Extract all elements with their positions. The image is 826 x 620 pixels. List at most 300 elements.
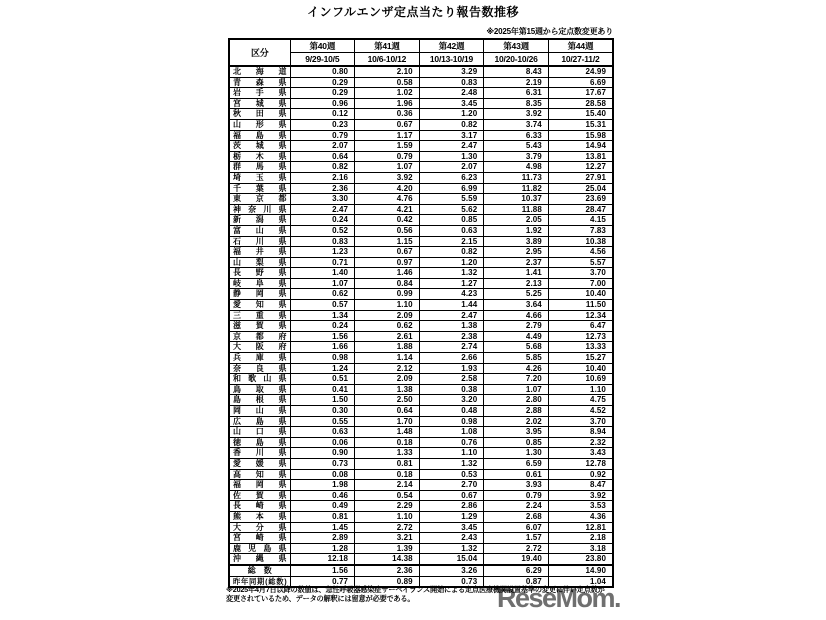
value-cell: 0.83 <box>419 77 484 88</box>
value-cell: 0.54 <box>355 490 420 501</box>
region-name-cell: 岩手県 <box>229 88 290 99</box>
value-cell: 1.44 <box>419 300 484 311</box>
week-header-cell: 第40週 <box>290 39 355 53</box>
value-cell: 3.74 <box>484 119 549 130</box>
table-row <box>229 247 613 258</box>
value-cell: 0.48 <box>419 406 484 417</box>
value-cell: 15.31 <box>548 119 613 130</box>
value-cell: 0.63 <box>290 427 355 438</box>
region-name-cell: 北海道 <box>229 66 290 77</box>
value-cell: 1.46 <box>355 268 420 279</box>
value-cell: 1.27 <box>419 278 484 289</box>
value-cell: 0.18 <box>355 469 420 480</box>
table-row <box>229 353 613 364</box>
value-cell: 2.95 <box>484 247 549 258</box>
value-cell: 6.47 <box>548 321 613 332</box>
sentinel-change-note: ※2025年第15週から定点数変更あり <box>486 27 613 36</box>
value-cell: 12.27 <box>548 162 613 173</box>
value-cell: 2.43 <box>419 533 484 544</box>
table-row <box>229 501 613 512</box>
value-cell: 19.40 <box>484 554 549 565</box>
table-row <box>229 310 613 321</box>
value-cell: 0.96 <box>290 98 355 109</box>
value-cell: 0.49 <box>290 501 355 512</box>
table-row <box>229 406 613 417</box>
value-cell: 25.04 <box>548 183 613 194</box>
value-cell: 3.45 <box>419 522 484 533</box>
value-cell: 0.84 <box>355 278 420 289</box>
value-cell: 0.55 <box>290 416 355 427</box>
value-cell: 14.38 <box>355 554 420 565</box>
table-row <box>229 490 613 501</box>
table-row <box>229 278 613 289</box>
value-cell: 2.80 <box>484 395 549 406</box>
value-cell: 3.93 <box>484 480 549 491</box>
value-cell: 1.30 <box>419 151 484 162</box>
table-row <box>229 437 613 448</box>
value-cell: 3.70 <box>548 268 613 279</box>
value-cell: 0.81 <box>355 458 420 469</box>
value-cell: 2.58 <box>419 374 484 385</box>
table-row <box>229 289 613 300</box>
value-cell: 10.40 <box>548 363 613 374</box>
table-row <box>229 151 613 162</box>
region-name-cell: 広島県 <box>229 416 290 427</box>
value-cell: 0.97 <box>355 257 420 268</box>
table-area <box>228 26 614 588</box>
value-cell: 1.28 <box>290 543 355 554</box>
table-row <box>229 480 613 491</box>
value-cell: 0.67 <box>419 490 484 501</box>
value-cell: 3.95 <box>484 427 549 438</box>
table-row <box>229 88 613 99</box>
value-cell: 8.35 <box>484 98 549 109</box>
value-cell: 2.29 <box>355 501 420 512</box>
table-row <box>229 374 613 385</box>
value-cell: 0.56 <box>355 225 420 236</box>
value-cell: 12.18 <box>290 554 355 565</box>
value-cell: 1.29 <box>419 511 484 522</box>
value-cell: 1.50 <box>290 395 355 406</box>
region-name-cell: 高知県 <box>229 469 290 480</box>
value-cell: 1.38 <box>355 384 420 395</box>
region-name-cell: 三重県 <box>229 310 290 321</box>
region-name-cell: 大阪府 <box>229 342 290 353</box>
value-cell: 2.07 <box>290 141 355 152</box>
value-cell: 5.59 <box>419 194 484 205</box>
value-cell: 0.06 <box>290 437 355 448</box>
value-cell: 3.29 <box>419 66 484 77</box>
value-cell: 0.83 <box>290 236 355 247</box>
region-name-cell: 京都府 <box>229 331 290 342</box>
table-row <box>229 554 613 565</box>
value-cell: 15.40 <box>548 109 613 120</box>
value-cell: 7.83 <box>548 225 613 236</box>
value-cell: 0.90 <box>290 448 355 459</box>
value-cell: 1.38 <box>419 321 484 332</box>
value-cell: 0.64 <box>290 151 355 162</box>
region-name-cell: 愛知県 <box>229 300 290 311</box>
value-cell: 8.94 <box>548 427 613 438</box>
value-cell: 0.67 <box>355 119 420 130</box>
table-row <box>229 215 613 226</box>
table-row <box>229 543 613 554</box>
value-cell: 2.14 <box>355 480 420 491</box>
value-cell: 23.80 <box>548 554 613 565</box>
value-cell: 4.52 <box>548 406 613 417</box>
value-cell: 1.10 <box>548 384 613 395</box>
value-cell: 15.04 <box>419 554 484 565</box>
value-cell: 2.88 <box>484 406 549 417</box>
value-cell: 4.15 <box>548 215 613 226</box>
value-cell: 0.85 <box>484 437 549 448</box>
table-row <box>229 427 613 438</box>
value-cell: 8.43 <box>484 66 549 77</box>
value-cell: 3.70 <box>548 416 613 427</box>
value-cell: 0.29 <box>290 77 355 88</box>
value-cell: 2.09 <box>355 310 420 321</box>
value-cell: 12.81 <box>548 522 613 533</box>
region-name-cell: 宮崎県 <box>229 533 290 544</box>
value-cell: 2.32 <box>548 437 613 448</box>
value-cell: 0.24 <box>290 321 355 332</box>
value-cell: 0.57 <box>290 300 355 311</box>
value-cell: 0.52 <box>290 225 355 236</box>
value-cell: 0.82 <box>419 119 484 130</box>
value-cell: 3.17 <box>419 130 484 141</box>
value-cell: 12.34 <box>548 310 613 321</box>
value-cell: 0.76 <box>419 437 484 448</box>
value-cell: 4.98 <box>484 162 549 173</box>
value-cell: 3.89 <box>484 236 549 247</box>
value-cell: 1.15 <box>355 236 420 247</box>
date-range-header-cell: 10/13-10/19 <box>419 53 484 67</box>
value-cell: 2.66 <box>419 353 484 364</box>
footnote-line-2: 変更されているため、データの解釈には留意が必要である。 <box>226 594 415 604</box>
value-cell: 4.21 <box>355 204 420 215</box>
region-name-cell: 滋賀県 <box>229 321 290 332</box>
value-cell: 10.37 <box>484 194 549 205</box>
value-cell: 2.15 <box>419 236 484 247</box>
value-cell: 1.59 <box>355 141 420 152</box>
value-cell: 4.75 <box>548 395 613 406</box>
value-cell: 3.53 <box>548 501 613 512</box>
region-name-cell: 愛媛県 <box>229 458 290 469</box>
region-name-cell: 福岡県 <box>229 480 290 491</box>
region-name-cell: 石川県 <box>229 236 290 247</box>
value-cell: 0.46 <box>290 490 355 501</box>
value-cell: 10.38 <box>548 236 613 247</box>
region-name-cell: 鳥取県 <box>229 384 290 395</box>
table-row <box>229 98 613 109</box>
value-cell: 0.81 <box>290 511 355 522</box>
value-cell: 11.82 <box>484 183 549 194</box>
table-row <box>229 384 613 395</box>
value-cell: 24.99 <box>548 66 613 77</box>
value-cell: 1.07 <box>355 162 420 173</box>
value-cell: 0.98 <box>419 416 484 427</box>
value-cell: 3.43 <box>548 448 613 459</box>
value-cell: 2.61 <box>355 331 420 342</box>
value-cell: 0.82 <box>419 247 484 258</box>
value-cell: 0.73 <box>290 458 355 469</box>
value-cell: 6.29 <box>484 565 549 576</box>
value-cell: 1.56 <box>290 331 355 342</box>
value-cell: 2.47 <box>419 141 484 152</box>
region-name-cell: 千葉県 <box>229 183 290 194</box>
region-name-cell: 宮城県 <box>229 98 290 109</box>
table-row <box>229 522 613 533</box>
value-cell: 0.42 <box>355 215 420 226</box>
value-cell: 0.61 <box>484 469 549 480</box>
value-cell: 3.92 <box>355 172 420 183</box>
date-range-header-cell: 10/6-10/12 <box>355 53 420 67</box>
value-cell: 2.50 <box>355 395 420 406</box>
value-cell: 2.36 <box>355 565 420 576</box>
table-row <box>229 162 613 173</box>
region-name-cell: 新潟県 <box>229 215 290 226</box>
region-name-cell: 青森県 <box>229 77 290 88</box>
header-week-row <box>229 39 613 53</box>
region-name-cell: 総 数 <box>229 565 290 576</box>
value-cell: 0.29 <box>290 88 355 99</box>
value-cell: 1.23 <box>290 247 355 258</box>
value-cell: 2.38 <box>419 331 484 342</box>
value-cell: 6.23 <box>419 172 484 183</box>
value-cell: 0.89 <box>355 576 420 587</box>
total-row <box>229 565 613 576</box>
value-cell: 0.82 <box>290 162 355 173</box>
table-row <box>229 119 613 130</box>
value-cell: 0.63 <box>419 225 484 236</box>
value-cell: 2.48 <box>419 88 484 99</box>
page-title: インフルエンザ定点当たり報告数推移 <box>306 5 520 19</box>
value-cell: 12.78 <box>548 458 613 469</box>
value-cell: 0.64 <box>355 406 420 417</box>
value-cell: 13.33 <box>548 342 613 353</box>
value-cell: 14.90 <box>548 565 613 576</box>
value-cell: 2.09 <box>355 374 420 385</box>
value-cell: 1.56 <box>290 565 355 576</box>
resemom-watermark-logo: ReseMom. <box>497 583 621 613</box>
table-row <box>229 225 613 236</box>
value-cell: 0.73 <box>419 576 484 587</box>
table-row <box>229 268 613 279</box>
value-cell: 0.58 <box>355 77 420 88</box>
value-cell: 0.99 <box>355 289 420 300</box>
value-cell: 0.62 <box>355 321 420 332</box>
value-cell: 1.20 <box>419 109 484 120</box>
value-cell: 2.05 <box>484 215 549 226</box>
value-cell: 6.31 <box>484 88 549 99</box>
date-range-header-cell: 10/20-10/26 <box>484 53 549 67</box>
table-row <box>229 257 613 268</box>
date-range-header-cell: 9/29-10/5 <box>290 53 355 67</box>
region-name-cell: 兵庫県 <box>229 353 290 364</box>
value-cell: 0.98 <box>290 353 355 364</box>
region-name-cell: 山梨県 <box>229 257 290 268</box>
corner-header: 区分 <box>229 39 290 66</box>
value-cell: 2.18 <box>548 533 613 544</box>
region-name-cell: 山形県 <box>229 119 290 130</box>
table-row <box>229 511 613 522</box>
region-name-cell: 山口県 <box>229 427 290 438</box>
region-name-cell: 神奈川県 <box>229 204 290 215</box>
region-name-cell: 沖縄県 <box>229 554 290 565</box>
value-cell: 0.77 <box>290 576 355 587</box>
region-name-cell: 奈良県 <box>229 363 290 374</box>
value-cell: 11.50 <box>548 300 613 311</box>
region-name-cell: 埼玉県 <box>229 172 290 183</box>
value-cell: 4.20 <box>355 183 420 194</box>
value-cell: 0.71 <box>290 257 355 268</box>
value-cell: 3.18 <box>548 543 613 554</box>
value-cell: 1.10 <box>419 448 484 459</box>
table-row <box>229 204 613 215</box>
week-header-cell: 第43週 <box>484 39 549 53</box>
region-name-cell: 佐賀県 <box>229 490 290 501</box>
value-cell: 0.12 <box>290 109 355 120</box>
value-cell: 3.92 <box>484 109 549 120</box>
value-cell: 4.76 <box>355 194 420 205</box>
value-cell: 13.81 <box>548 151 613 162</box>
value-cell: 1.45 <box>290 522 355 533</box>
value-cell: 1.32 <box>419 543 484 554</box>
region-name-cell: 福島県 <box>229 130 290 141</box>
value-cell: 1.39 <box>355 543 420 554</box>
value-cell: 5.85 <box>484 353 549 364</box>
value-cell: 5.68 <box>484 342 549 353</box>
value-cell: 7.20 <box>484 374 549 385</box>
value-cell: 14.94 <box>548 141 613 152</box>
value-cell: 6.59 <box>484 458 549 469</box>
value-cell: 0.62 <box>290 289 355 300</box>
region-name-cell: 香川県 <box>229 448 290 459</box>
value-cell: 0.24 <box>290 215 355 226</box>
region-name-cell: 福井県 <box>229 247 290 258</box>
value-cell: 1.92 <box>484 225 549 236</box>
value-cell: 2.02 <box>484 416 549 427</box>
value-cell: 1.10 <box>355 300 420 311</box>
value-cell: 4.49 <box>484 331 549 342</box>
region-name-cell: 長野県 <box>229 268 290 279</box>
table-row <box>229 183 613 194</box>
value-cell: 6.99 <box>419 183 484 194</box>
value-cell: 0.38 <box>419 384 484 395</box>
table-row <box>229 448 613 459</box>
value-cell: 1.30 <box>484 448 549 459</box>
value-cell: 3.92 <box>548 490 613 501</box>
value-cell: 5.25 <box>484 289 549 300</box>
value-cell: 28.58 <box>548 98 613 109</box>
week-header-cell: 第44週 <box>548 39 613 53</box>
value-cell: 0.92 <box>548 469 613 480</box>
value-cell: 1.10 <box>355 511 420 522</box>
value-cell: 4.26 <box>484 363 549 374</box>
value-cell: 1.48 <box>355 427 420 438</box>
table-row <box>229 533 613 544</box>
table-row <box>229 331 613 342</box>
table-row <box>229 469 613 480</box>
value-cell: 23.69 <box>548 194 613 205</box>
table-row <box>229 130 613 141</box>
value-cell: 1.02 <box>355 88 420 99</box>
value-cell: 3.45 <box>419 98 484 109</box>
value-cell: 2.13 <box>484 278 549 289</box>
value-cell: 1.32 <box>419 458 484 469</box>
value-cell: 1.40 <box>290 268 355 279</box>
value-cell: 0.79 <box>484 490 549 501</box>
value-cell: 3.30 <box>290 194 355 205</box>
table-row <box>229 141 613 152</box>
value-cell: 1.57 <box>484 533 549 544</box>
value-cell: 0.53 <box>419 469 484 480</box>
value-cell: 1.07 <box>484 384 549 395</box>
region-name-cell: 岡山県 <box>229 406 290 417</box>
value-cell: 4.66 <box>484 310 549 321</box>
value-cell: 15.27 <box>548 353 613 364</box>
value-cell: 2.37 <box>484 257 549 268</box>
week-header-cell: 第41週 <box>355 39 420 53</box>
value-cell: 2.07 <box>419 162 484 173</box>
table-row <box>229 109 613 120</box>
table-row <box>229 321 613 332</box>
value-cell: 1.17 <box>355 130 420 141</box>
value-cell: 11.88 <box>484 204 549 215</box>
value-cell: 2.36 <box>290 183 355 194</box>
region-name-cell: 岐阜県 <box>229 278 290 289</box>
table-body <box>229 66 613 587</box>
value-cell: 5.43 <box>484 141 549 152</box>
value-cell: 1.88 <box>355 342 420 353</box>
footnote <box>226 585 656 603</box>
value-cell: 8.47 <box>548 480 613 491</box>
table-row <box>229 300 613 311</box>
table-row <box>229 236 613 247</box>
table-row <box>229 66 613 77</box>
value-cell: 1.34 <box>290 310 355 321</box>
table-row <box>229 77 613 88</box>
value-cell: 4.56 <box>548 247 613 258</box>
table-row <box>229 172 613 183</box>
week-header-cell: 第42週 <box>419 39 484 53</box>
value-cell: 0.36 <box>355 109 420 120</box>
value-cell: 0.23 <box>290 119 355 130</box>
region-name-cell: 富山県 <box>229 225 290 236</box>
value-cell: 2.47 <box>419 310 484 321</box>
value-cell: 4.23 <box>419 289 484 300</box>
value-cell: 0.67 <box>355 247 420 258</box>
region-name-cell: 秋田県 <box>229 109 290 120</box>
value-cell: 3.79 <box>484 151 549 162</box>
value-cell: 2.72 <box>355 522 420 533</box>
table-row <box>229 395 613 406</box>
value-cell: 2.72 <box>484 543 549 554</box>
table-row <box>229 458 613 469</box>
value-cell: 1.41 <box>484 268 549 279</box>
value-cell: 5.57 <box>548 257 613 268</box>
region-name-cell: 長崎県 <box>229 501 290 512</box>
value-cell: 2.47 <box>290 204 355 215</box>
value-cell: 1.93 <box>419 363 484 374</box>
value-cell: 2.79 <box>484 321 549 332</box>
value-cell: 17.67 <box>548 88 613 99</box>
value-cell: 7.00 <box>548 278 613 289</box>
table-row <box>229 342 613 353</box>
value-cell: 0.08 <box>290 469 355 480</box>
value-cell: 2.19 <box>484 77 549 88</box>
value-cell: 0.18 <box>355 437 420 448</box>
